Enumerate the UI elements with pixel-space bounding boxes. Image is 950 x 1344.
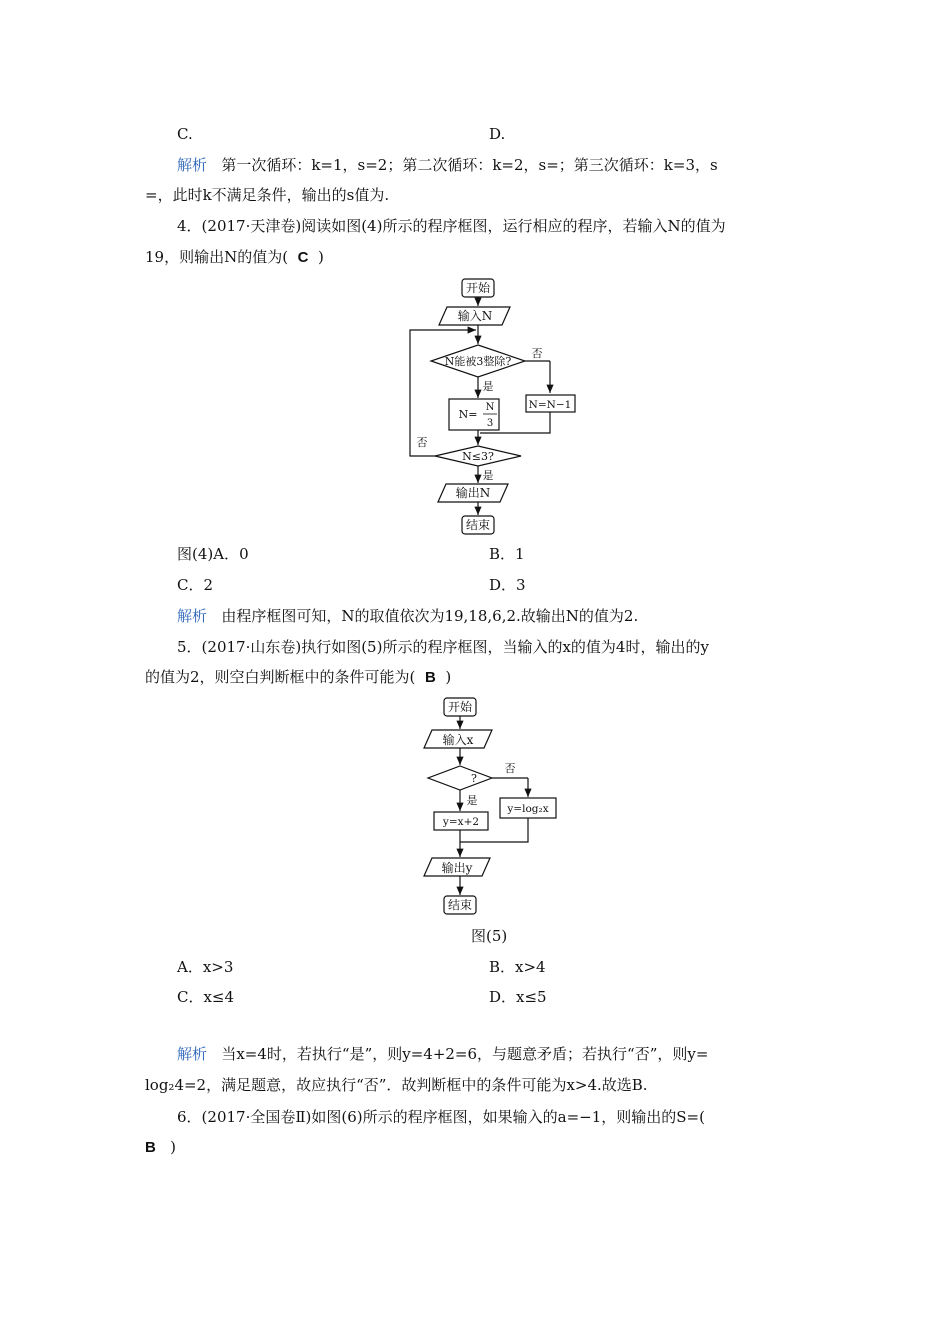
q5-explanation-line2: log₂4=2，满足题意，故应执行“否”．故判断框中的条件可能为x>4.故选B. [145,1076,648,1094]
jiexi-label: 解析 [177,607,208,625]
q5-explanation-text: 当x=4时，若执行“是”，则y=4+2=6，与题意矛盾；若执行“否”，则y= [221,1045,709,1063]
yes-label: 是 [466,794,478,807]
q3-option-d: D. [489,125,506,143]
q5-option-c: C．x≤4 [177,988,235,1006]
q4-stem-line1: 4．(2017·天津卷)阅读如图(4)所示的程序框图，运行相应的程序，若输入N的值为 [177,217,726,235]
no-label-1: 否 [531,347,543,360]
q4-option-d: D．3 [489,576,526,594]
q5-answer: B [424,669,436,686]
flowchart-4 [400,275,600,540]
q5-option-b: B．x>4 [489,958,546,976]
yes-label-2: 是 [482,469,494,482]
yes-label-1: 是 [482,380,494,393]
cond-label: ? [471,772,477,785]
no-label-2: 否 [416,436,428,449]
assign-no-label: y=log₂x [507,803,549,815]
q5-option-d: D．x≤5 [489,988,547,1006]
start-label: 开始 [465,281,491,295]
flowchart-5 [420,694,570,924]
jiexi-label: 解析 [177,1045,208,1063]
output-label: 输出N [455,486,491,500]
assign-yes-den: 3 [486,418,494,429]
q3-explanation-line2: =，此时k不满足条件，输出的s值为. [145,186,390,204]
q5-option-a: A．x>3 [177,958,234,976]
assign-yes-num: N [485,402,495,413]
q5-stem-line2 [145,667,451,688]
q6-stem-line2 [145,1137,176,1158]
q5-stem-pre: 的值为2，则空白判断框中的条件可能为( [145,668,416,686]
input-label: 输入x [442,733,474,747]
q5-stem-line1: 5．(2017·山东卷)执行如图(5)所示的程序框图，当输入的x的值为4时，输出的y [177,638,709,656]
assign-yes-label: y=x+2 [442,816,480,828]
q4-explanation [177,606,638,626]
q5-explanation-line1 [177,1044,708,1064]
q4-option-c: C．2 [177,576,214,594]
q4-explanation-text: 由程序框图可知，N的取值依次为19,18,6,2.故输出N的值为2. [221,607,639,625]
q6-answer: B [145,1139,156,1156]
q4-stem-post: ) [318,248,324,266]
start-label: 开始 [447,700,473,714]
jiexi-label: 解析 [177,156,208,174]
q3-explanation-text: 第一次循环：k=1，s=2；第二次循环：k=2，s=；第三次循环：k=3，s [221,156,718,174]
q5-stem-post: ) [445,668,452,686]
q6-stem-line1: 6．(2017·全国卷Ⅱ)如图(6)所示的程序框图，如果输入的a=−1，则输出的S=( [177,1108,705,1126]
q4-answer: C [297,249,309,266]
q6-stem-post: ) [170,1138,177,1156]
q4-stem-line2 [145,247,324,268]
cond2-label: N≤3? [462,450,494,463]
q3-explanation-line1 [177,155,718,175]
q4-stem-pre: 19，则输出N的值为( [145,248,289,266]
q3-option-c: C. [177,125,193,143]
output-label: 输出y [441,861,473,875]
q4-option-b: B．1 [489,545,525,563]
end-label: 结束 [447,898,473,912]
input-label: 输入N [457,309,493,323]
q4-option-a: 图(4)A．0 [177,545,249,563]
cond1-label: N能被3整除? [444,355,512,368]
decision-blank [428,766,492,790]
assign-yes-lhs: N= [458,408,478,421]
no-label: 否 [504,762,516,775]
assign-no-label: N=N−1 [528,399,572,411]
end-label: 结束 [465,518,491,532]
figure-5-caption: 图(5) [471,927,508,945]
